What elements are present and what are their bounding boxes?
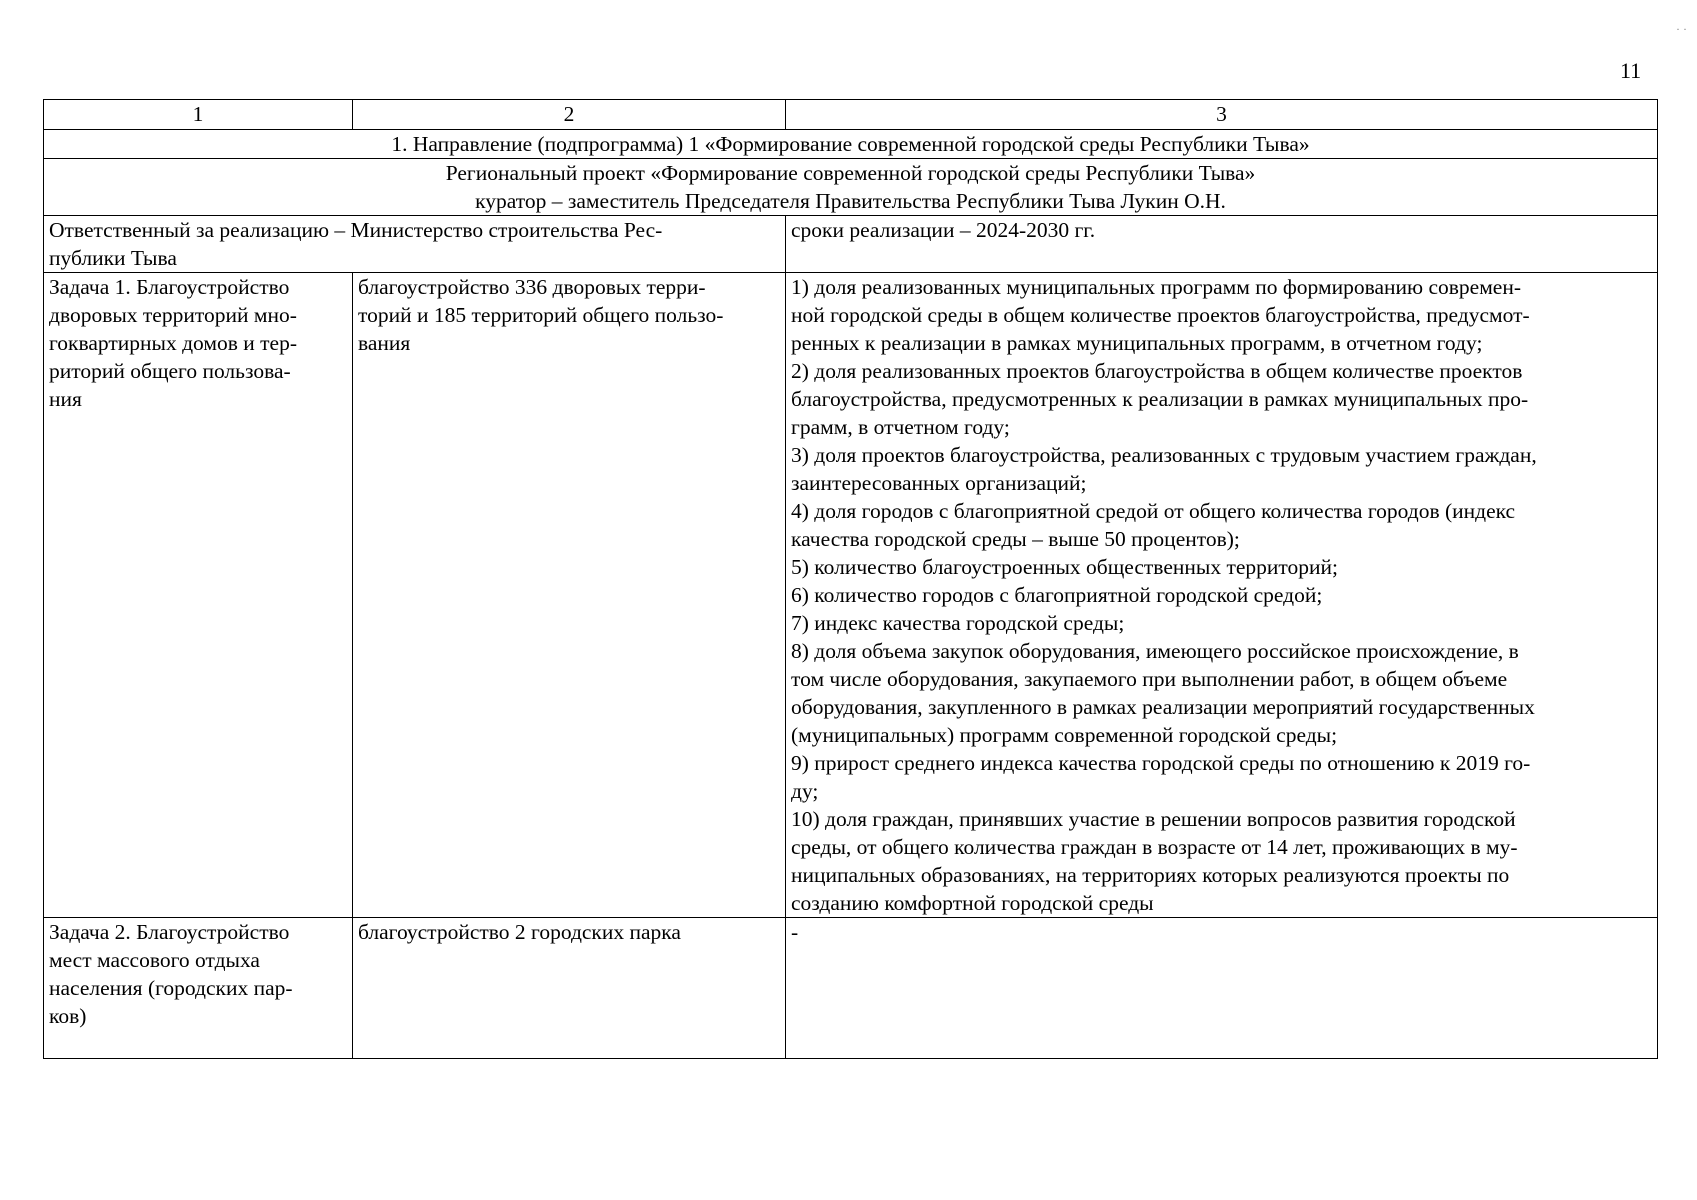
column-number-row bbox=[44, 100, 1658, 130]
project-cell bbox=[44, 159, 1658, 216]
direction-title: 1. Направление (подпрограмма) 1 «Формирование современной городской среды Республики Тыва» bbox=[44, 130, 1658, 159]
indicator-line: заинтересованных организаций; bbox=[791, 471, 1087, 495]
page-number: 11 bbox=[1620, 58, 1642, 83]
indicator-line: 8) доля объема закупок оборудования, имеющего российское происхождение, в bbox=[791, 639, 1519, 663]
column-number-2: 2 bbox=[353, 100, 786, 130]
responsible-cell bbox=[44, 216, 786, 273]
task-cell bbox=[44, 273, 353, 918]
result-line: благоустройство 2 городских парка bbox=[358, 920, 681, 944]
indicator-line: 4) доля городов с благоприятной средой от общего количества городов (индекс bbox=[791, 499, 1516, 523]
indicator-line: 6) количество городов с благоприятной городской средой; bbox=[791, 583, 1323, 607]
task-row-1 bbox=[44, 273, 1658, 918]
scan-mark: · · bbox=[1676, 22, 1687, 36]
terms-text: сроки реализации – 2024-2030 гг. bbox=[791, 218, 1096, 242]
result-line: благоустройство 336 дворовых терри- bbox=[358, 275, 706, 299]
result-line: вания bbox=[358, 331, 411, 355]
task-line: ков) bbox=[49, 1004, 87, 1028]
indicator-line: 3) доля проектов благоустройства, реализованных с трудовым участием граждан, bbox=[791, 443, 1537, 467]
indicator-line: ду; bbox=[791, 779, 819, 803]
result-line: торий и 185 территорий общего пользо- bbox=[358, 303, 724, 327]
indicator-line: ной городской среды в общем количестве проектов благоустройства, предусмот- bbox=[791, 303, 1530, 327]
indicator-line: ниципальных образованиях, на территориях которых реализуются проекты по bbox=[791, 863, 1510, 887]
task-line: Задача 2. Благоустройство bbox=[49, 920, 290, 944]
indicator-line: благоустройства, предусмотренных к реализации в рамках муниципальных про- bbox=[791, 387, 1529, 411]
indicator-line: - bbox=[791, 920, 799, 944]
result-cell bbox=[353, 918, 786, 1059]
indicator-line: 1) доля реализованных муниципальных программ по формированию современ- bbox=[791, 275, 1522, 299]
task-line: гоквартирных домов и тер- bbox=[49, 331, 297, 355]
direction-row bbox=[44, 130, 1658, 159]
indicators-cell bbox=[786, 273, 1658, 918]
task-row-2 bbox=[44, 918, 1658, 1059]
task-cell bbox=[44, 918, 353, 1059]
indicators-cell bbox=[786, 918, 1658, 1059]
task-line: Задача 1. Благоустройство bbox=[49, 275, 290, 299]
indicator-line: среды, от общего количества граждан в возрасте от 14 лет, проживающих в му- bbox=[791, 835, 1518, 859]
task-line: ния bbox=[49, 387, 82, 411]
task-line: риторий общего пользова- bbox=[49, 359, 291, 383]
indicator-line: 9) прирост среднего индекса качества городской среды по отношению к 2019 го- bbox=[791, 751, 1531, 775]
responsible-line: публики Тыва bbox=[49, 246, 177, 270]
indicator-line: 5) количество благоустроенных общественных территорий; bbox=[791, 555, 1338, 579]
task-line: дворовых территорий мно- bbox=[49, 303, 297, 327]
indicator-line: качества городской среды – выше 50 процентов); bbox=[791, 527, 1240, 551]
responsible-line: Ответственный за реализацию – Министерство строительства Рес- bbox=[49, 218, 663, 242]
indicator-line: ренных к реализации в рамках муниципальных программ, в отчетном году; bbox=[791, 331, 1483, 355]
indicator-line: оборудования, закупленного в рамках реализации мероприятий государственных bbox=[791, 695, 1535, 719]
indicator-line: созданию комфортной городской среды bbox=[791, 891, 1154, 915]
goals-table bbox=[43, 99, 1658, 1059]
responsible-row bbox=[44, 216, 1658, 273]
project-row bbox=[44, 159, 1658, 216]
indicator-line: 7) индекс качества городской среды; bbox=[791, 611, 1125, 635]
column-number-3: 3 bbox=[786, 100, 1658, 130]
indicator-line: 2) доля реализованных проектов благоустройства в общем количестве проектов bbox=[791, 359, 1523, 383]
indicator-line: (муниципальных) программ современной городской среды; bbox=[791, 723, 1338, 747]
column-number-1: 1 bbox=[44, 100, 353, 130]
indicator-line: грамм, в отчетном году; bbox=[791, 415, 1010, 439]
task-line: мест массового отдыха bbox=[49, 948, 260, 972]
project-curator: куратор – заместитель Председателя Правительства Республики Тыва Лукин О.Н. bbox=[475, 189, 1226, 213]
terms-cell bbox=[786, 216, 1658, 273]
indicator-line: том числе оборудования, закупаемого при выполнении работ, в общем объеме bbox=[791, 667, 1508, 691]
project-title: Региональный проект «Формирование современной городской среды Республики Тыва» bbox=[445, 161, 1256, 185]
task-line: населения (городских пар- bbox=[49, 976, 293, 1000]
result-cell bbox=[353, 273, 786, 918]
indicator-line: 10) доля граждан, принявших участие в решении вопросов развития городской bbox=[791, 807, 1516, 831]
